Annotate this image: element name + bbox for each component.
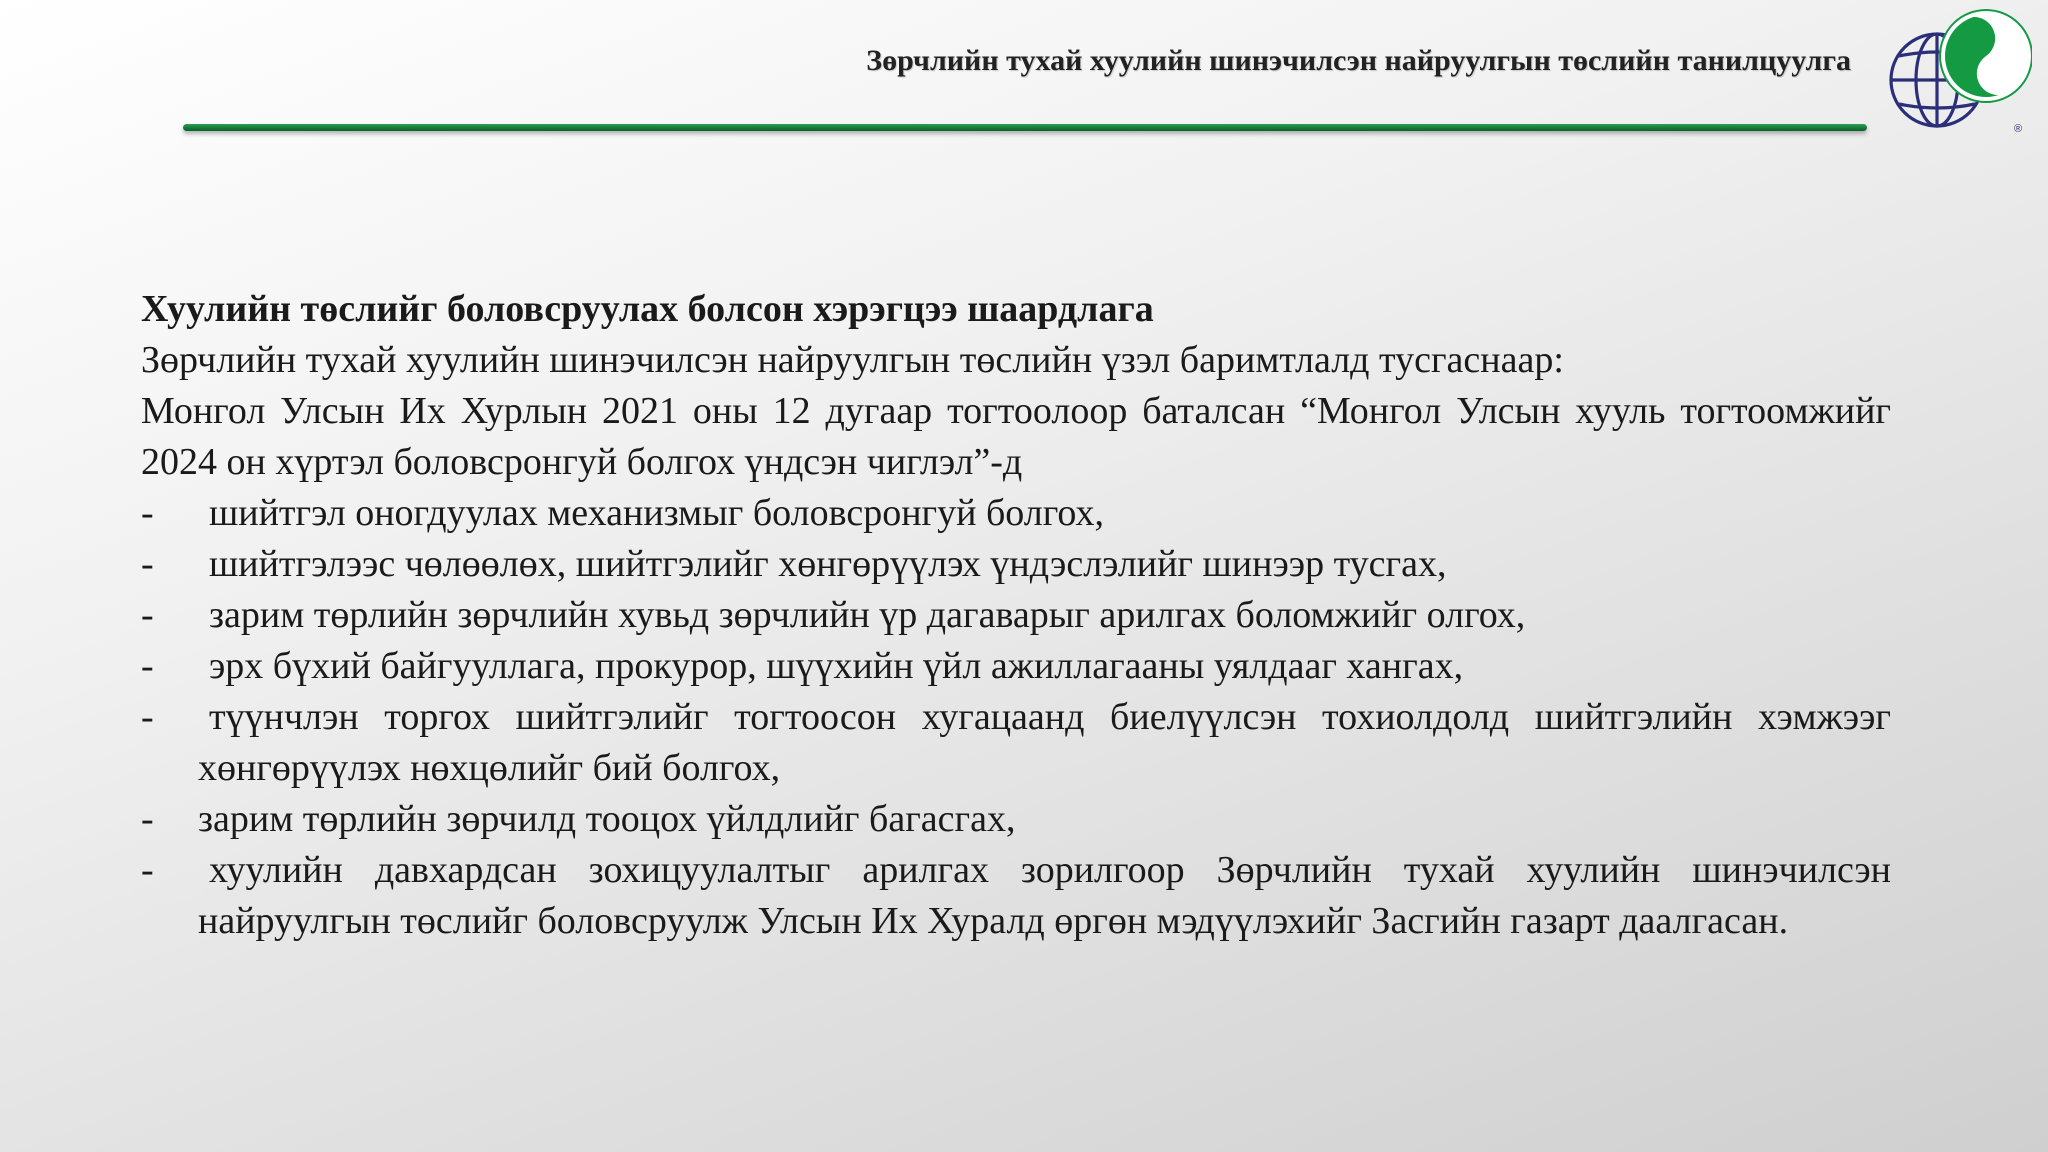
bullet-dash: - xyxy=(141,543,154,585)
list-item: - зарим төрлийн зөрчилд тооцох үйлдлийг багасгах, xyxy=(141,794,1891,845)
list-item: - хуулийн давхардсан зохицуулалтыг арилгах зорилгоор Зөрчлийн тухай хуулийн шинэчилсэн найруулгын төслийг боловсруулж Улсын Их Хуралд өргөн мэдүүлэхийг Засгийн газарт даалгасан. xyxy=(141,845,1891,947)
list-item: - шийтгэлээс чөлөөлөх, шийтгэлийг хөнгөрүүлэх үндэслэлийг шинээр тусгах, xyxy=(141,539,1891,590)
bullet-dash: - xyxy=(141,645,154,687)
intro-text: Зөрчлийн тухай хуулийн шинэчилсэн найруулгын төслийн үзэл баримтлалд тусгаснаар: xyxy=(141,339,1564,381)
requirements-list xyxy=(141,488,1891,947)
bullet-dash: - xyxy=(141,492,154,534)
bullet-dash: - xyxy=(141,594,154,636)
page-header-title: Зөрчлийн тухай хуулийн шинэчилсэн найруулгын төслийн танилцуулга xyxy=(866,44,1851,77)
bullet-dash: - xyxy=(141,798,154,840)
list-item: - эрх бүхий байгууллага, прокурор, шүүхийн үйл ажиллагааны уялдааг хангах, xyxy=(141,641,1891,692)
bullet-dash: - xyxy=(141,696,154,738)
list-item: - зарим төрлийн зөрчлийн хувьд зөрчлийн үр дагаварыг арилгах боломжийг олгох, xyxy=(141,590,1891,641)
slide-body xyxy=(141,284,1891,947)
globe-yin-yang-logo-icon xyxy=(1882,8,2032,138)
list-item: - шийтгэл оногдуулах механизмыг боловсронгуй болгох, xyxy=(141,488,1891,539)
registered-mark: ® xyxy=(2014,123,2023,135)
list-item: - түүнчлэн торгох шийтгэлийг тогтоосон хугацаанд биелүүлсэн тохиолдолд шийтгэлийн хэмжээг хөнгөрүүлэх нөхцөлийг бий болгох, xyxy=(141,692,1891,794)
resolution-paragraph: Монгол Улсын Их Хурлын 2021 оны 12 дугаар тогтоолоор баталсан “Монгол Улсын хууль тогтоомжийг 2024 он хүртэл боловсронгуй болгох үндсэн чиглэл”-д xyxy=(141,390,1891,483)
bullet-dash: - xyxy=(141,849,154,891)
header-divider xyxy=(183,124,1867,131)
section-heading: Хуулийн төслийг боловсруулах болсон хэрэгцээ шаардлага xyxy=(141,288,1154,330)
